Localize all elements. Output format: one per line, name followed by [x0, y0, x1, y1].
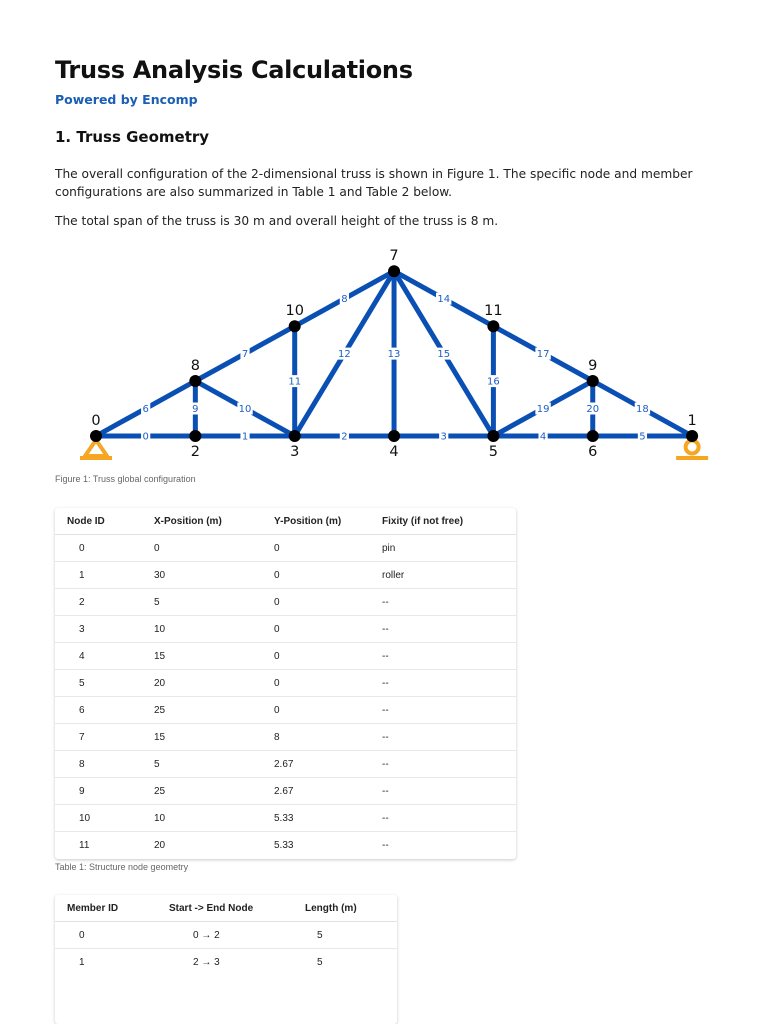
table-cell: 0 [262, 670, 382, 697]
truss-node [388, 265, 400, 277]
table-cell: 25 [142, 697, 262, 724]
member-label: 9 [192, 403, 199, 415]
member-table-header-row [55, 895, 397, 922]
table-cell: 6 [55, 697, 142, 724]
table-cell: 0 [262, 697, 382, 724]
member-label: 8 [341, 294, 348, 306]
member-label: 15 [437, 349, 451, 361]
node-label: 3 [290, 444, 300, 460]
member-label: 1 [241, 431, 249, 443]
roller-support-icon [676, 441, 708, 459]
table-cell: 10 [55, 805, 142, 832]
truss-node [189, 430, 201, 442]
member-label: 4 [539, 431, 547, 443]
table-cell: 1 [79, 956, 85, 968]
member-label: 10 [238, 403, 252, 415]
table-cell: 9 [55, 778, 142, 805]
table-cell: -- [382, 839, 389, 851]
table-cell: -- [382, 616, 516, 643]
truss-node [487, 320, 499, 332]
table-row [55, 616, 516, 643]
node-label: 10 [285, 303, 304, 320]
truss-node [388, 430, 400, 442]
table-row [55, 535, 516, 562]
member-label: 11 [288, 376, 302, 388]
table-cell: 5 [293, 922, 397, 949]
member-label: 0 [142, 431, 149, 443]
table-cell: 0 [262, 535, 382, 562]
node-table-card [55, 508, 516, 859]
table-cell: 5 [55, 670, 142, 697]
table-cell: 5 [142, 589, 262, 616]
table-row [55, 922, 397, 949]
powered-by-link[interactable]: Powered by Encomp [55, 92, 198, 107]
table-cell: -- [382, 751, 516, 778]
member-table [55, 895, 397, 975]
table-cell: 0 [142, 535, 262, 562]
member-label: 13 [387, 349, 401, 361]
column-header-node-id: Node ID [55, 508, 142, 535]
table-cell: 11 [79, 839, 90, 851]
node-label: 7 [389, 248, 399, 265]
node-label: 4 [389, 444, 399, 460]
table-row [55, 724, 516, 751]
pin-support-icon [80, 440, 112, 458]
member-label: 19 [536, 403, 550, 415]
figure-caption: Figure 1: Truss global configuration [55, 474, 196, 484]
table-cell: pin [382, 535, 516, 562]
table-row [55, 670, 516, 697]
member-label: 3 [440, 431, 447, 443]
table-row [55, 697, 516, 724]
section-heading-truss-geometry: 1. Truss Geometry [55, 128, 210, 146]
table-cell: 2.67 [262, 778, 382, 805]
table-cell: 5 [317, 956, 323, 968]
table-cell: roller [382, 562, 516, 589]
column-header-x-position: X-Position (m) [142, 508, 262, 535]
truss-node [90, 430, 102, 442]
table-cell: -- [382, 670, 516, 697]
node-table-header-row [55, 508, 516, 535]
table-cell: 7 [55, 724, 142, 751]
node-label: 6 [588, 444, 598, 460]
table-row [55, 778, 516, 805]
table-cell: 2 → 3 [193, 956, 220, 968]
table-cell: 20 [154, 839, 166, 851]
table-caption: Table 1: Structure node geometry [55, 862, 189, 872]
column-header-y-position: Y-Position (m) [262, 508, 382, 535]
table-cell: 15 [142, 643, 262, 670]
table-cell: 3 [55, 616, 142, 643]
table-row [55, 832, 516, 859]
member-label: 20 [586, 403, 600, 415]
table-cell: 8 [262, 724, 382, 751]
truss-node [487, 430, 499, 442]
truss-node [587, 430, 599, 442]
truss-node [686, 430, 698, 442]
page-title: Truss Analysis Calculations [55, 56, 413, 84]
node-label: 11 [484, 303, 503, 320]
table-cell: 5.33 [262, 805, 382, 832]
table-cell: -- [382, 805, 516, 832]
member-label: 7 [241, 349, 249, 361]
node-label: 2 [190, 444, 200, 460]
member-label: 17 [536, 349, 550, 361]
table-cell: 25 [142, 778, 262, 805]
table-cell: 5.33 [274, 839, 294, 851]
table-cell: 1 [55, 562, 142, 589]
truss-node [289, 320, 301, 332]
column-header-member-id: Member ID [55, 895, 157, 922]
table-cell: 15 [142, 724, 262, 751]
table-cell: 0 → 2 [157, 922, 293, 949]
table-cell: 0 [262, 643, 382, 670]
node-label: 5 [488, 444, 499, 460]
member-label: 5 [639, 431, 646, 443]
node-label: 9 [588, 357, 598, 374]
table-cell: 10 [142, 616, 262, 643]
table-row [55, 949, 397, 976]
member-table-card [55, 895, 397, 1024]
table-cell: 20 [142, 670, 262, 697]
intro-paragraph: The overall configuration of the 2-dimensional truss is shown in Figure 1. The specific node and member configurations are also summarized in Table 1 and Table 2 below. [55, 167, 693, 199]
table-cell: 4 [55, 643, 142, 670]
table-cell: 0 [262, 562, 382, 589]
table-cell: 8 [55, 751, 142, 778]
table-cell: 10 [142, 805, 262, 832]
member-label: 6 [142, 403, 149, 415]
column-header-start-end-node: Start -> End Node [157, 895, 293, 922]
table-cell: 0 [262, 616, 382, 643]
table-cell: 0 [55, 922, 157, 949]
node-label: 8 [190, 357, 200, 374]
table-row [55, 643, 516, 670]
column-header-fixity: Fixity (if not free) [382, 508, 516, 535]
table-cell: 5 [142, 751, 262, 778]
table-cell: 0 [55, 535, 142, 562]
member-label: 2 [341, 431, 348, 443]
table-cell: -- [382, 778, 516, 805]
table-cell: 30 [142, 562, 262, 589]
node-label: 1 [687, 413, 697, 429]
truss-node [189, 375, 201, 387]
span-height-paragraph: The total span of the truss is 30 m and overall height of the truss is 8 m. [55, 214, 499, 228]
member-label: 16 [487, 376, 500, 388]
table-cell: -- [382, 697, 516, 724]
truss-node [587, 375, 599, 387]
table-cell: 2.67 [262, 751, 382, 778]
truss-node [289, 430, 301, 442]
table-cell: 2 [55, 589, 142, 616]
table-row [55, 589, 516, 616]
table-row [55, 805, 516, 832]
member-label: 18 [636, 403, 649, 415]
truss-figure [0, 240, 768, 472]
node-label: 0 [91, 413, 101, 429]
table-cell: -- [382, 589, 516, 616]
member-label: 12 [338, 349, 351, 361]
table-cell: 0 [262, 589, 382, 616]
table-cell: -- [382, 643, 516, 670]
table-row [55, 751, 516, 778]
table-row [55, 562, 516, 589]
member-label: 14 [437, 294, 451, 306]
node-table [55, 508, 516, 858]
column-header-length: Length (m) [293, 895, 397, 922]
table-cell: -- [382, 724, 516, 751]
